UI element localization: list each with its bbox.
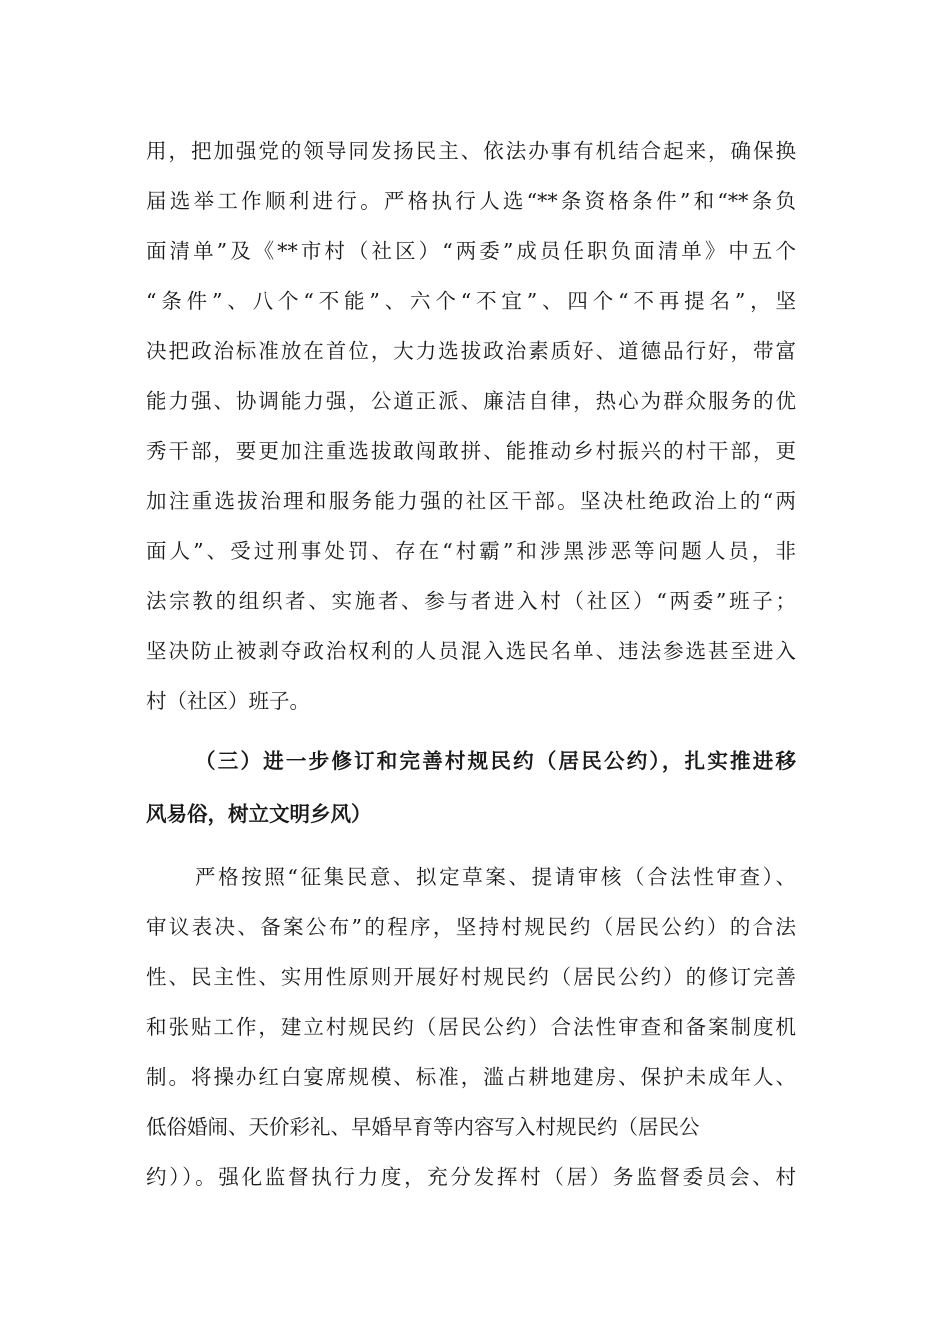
text-line: 坚决防止被剥夺政治权利的人员混入选民名单、违法参选甚至进入 xyxy=(146,639,796,663)
text-line: “条件”、八个“不能”、六个“不宜”、四个“不再提名”，坚 xyxy=(146,289,796,313)
text-line: 能力强、协调能力强，公道正派、廉洁自律，热心为群众服务的优 xyxy=(146,389,796,413)
text-line: 和张贴工作，建立村规民约（居民公约）合法性审查和备案制度机 xyxy=(146,1015,796,1039)
text-line: 用，把加强党的领导同发扬民主、依法办事有机结合起来，确保换 xyxy=(146,139,796,163)
text-line: 加注重选拔治理和服务能力强的社区干部。坚决杜绝政治上的“两 xyxy=(146,489,796,513)
text-line: 面清单”及《**市村（社区）“两委”成员任职负面清单》中五个 xyxy=(146,239,796,263)
text-line: 村（社区）班子。 xyxy=(146,689,310,713)
text-line: 约））。强化监督执行力度，充分发挥村（居）务监督委员会、村 xyxy=(146,1165,796,1189)
heading-line: 风易俗，树立文明乡风） xyxy=(146,802,372,826)
text-line: 法宗教的组织者、实施者、参与者进入村（社区）“两委”班子； xyxy=(146,589,796,613)
text-line: 严格按照“征集民意、拟定草案、提请审核（合法性审查）、 xyxy=(195,865,796,889)
text-line: 审议表决、备案公布”的程序，坚持村规民约（居民公约）的合法 xyxy=(146,915,796,939)
text-line: 制。将操办红白宴席规模、标准，滥占耕地建房、保护未成年人、 xyxy=(146,1065,796,1089)
text-line: 性、民主性、实用性原则开展好村规民约（居民公约）的修订完善 xyxy=(146,965,796,989)
text-line: 秀干部，要更加注重选拔敢闯敢拼、能推动乡村振兴的村干部，更 xyxy=(146,439,796,463)
text-line: 面人”、受过刑事处罚、存在“村霸”和涉黑涉恶等问题人员，非 xyxy=(146,539,796,563)
text-line: 届选举工作顺利进行。严格执行人选“**条资格条件”和“**条负 xyxy=(146,189,796,213)
heading-line: （三）进一步修订和完善村规民约（居民公约），扎实推进移 xyxy=(195,749,796,773)
text-line: 决把政治标准放在首位，大力选拔政治素质好、道德品行好，带富 xyxy=(146,339,796,363)
text-line: 低俗婚闹、天价彩礼、早婚早育等内容写入村规民约（居民公 xyxy=(146,1115,700,1139)
